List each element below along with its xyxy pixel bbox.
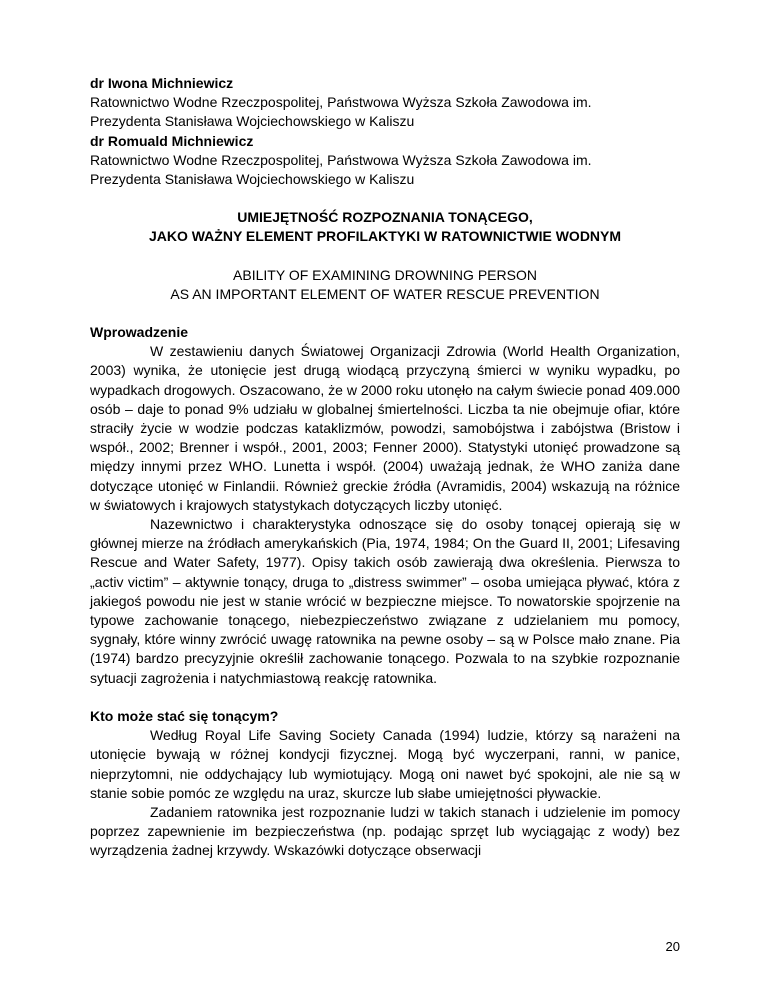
author-affiliation: Prezydenta Stanisława Wojciechowskiego w Kaliszu (90, 113, 415, 130)
page-number: 20 (665, 939, 680, 954)
author-affiliation: Ratownictwo Wodne Rzeczpospolitej, Państwowa Wyższa Szkoła Zawodowa im. (90, 151, 592, 168)
title-polish (90, 208, 680, 246)
title-english (90, 266, 680, 304)
author-affiliation: Ratownictwo Wodne Rzeczpospolitej, Państwowa Wyższa Szkoła Zawodowa im. (90, 94, 592, 111)
title-line: ABILITY OF EXAMINING DROWNING PERSON (233, 266, 537, 283)
author-affiliation: Prezydenta Stanisława Wojciechowskiego w Kaliszu (90, 171, 415, 188)
section-heading: Kto może stać się tonącym? (90, 707, 279, 724)
author-name: dr Iwona Michniewicz (90, 75, 234, 91)
body-paragraph: Według Royal Life Saving Society Canada (1994) ludzie, którzy są narażeni na utonięcie bywają w różnej kondycji fizycznej. Mogą być wyczerpani, ranni, w panice, nieprzytomni, nie oddychający lub wymiotujący. Mogą oni nawet być spokojni, ale nie są w stanie sobie pomóc ze względu na uraz, skurcze lub słabe umiejętności pływackie. (90, 727, 680, 801)
title-line: JAKO WAŻNY ELEMENT PROFILAKTYKI W RATOWNICTWIE WODNYM (148, 228, 622, 245)
title-line: AS AN IMPORTANT ELEMENT OF WATER RESCUE PREVENTION (170, 285, 600, 302)
author-name: dr Romuald Michniewicz (90, 132, 254, 149)
author-block-2 (90, 132, 680, 190)
author-block-1 (90, 74, 680, 132)
body-paragraph: W zestawieniu danych Światowej Organizacji Zdrowia (World Health Organization, 2003) wynika, że utonięcie jest drugą wiodącą przyczyną śmierci w wyniku wypadku, po wypadkach drogowych. Oszacowano, że w 2000 roku utonęło na całym świecie ponad 409.000 osób – daje to ponad 9% udziału w globalnej śmiertelności. Liczba ta nie obejmuje ofiar, które straciły życie w wodzie podczas kataklizmów, powodzi, samobójstwa i zabójstwa (Bristow i współ., 2002; Brenner i współ., 2001, 2003; Fenner 2000). Statystyki utonięć prowadzone są między innymi przez WHO. Lunetta i współ. (2004) uważają jednak, że WHO zaniża dane dotyczące utonięć w Finlandii. Również greckie źródła (Avramidis, 2004) wskazują na różnice w światowych i krajowych statystykach dotyczących liczby utonięć. (90, 343, 680, 513)
body-paragraph: Zadaniem ratownika jest rozpoznanie ludzi w takich stanach i udzielenie im pomocy poprzez zapewnienie im bezpieczeństwa (np. podając sprzęt lub wyciągając z wody) bez wyrządzenia żadnej krzywdy. Wskazówki dotyczące obserwacji (90, 803, 680, 859)
document-page (90, 74, 680, 861)
section-heading: Wprowadzenie (90, 324, 189, 341)
title-line: UMIEJĘTNOŚĆ ROZPOZNANIA TONĄCEGO, (237, 209, 533, 226)
body-paragraph: Nazewnictwo i charakterystyka odnoszące się do osoby tonącej opierają się w głównej mierze na źródłach amerykańskich (Pia, 1974, 1984; On the Guard II, 2001; Lifesaving Rescue and Water Safety, 1977). Opisy takich osób zawierają dwa określenia. Pierwsza to „activ victim” – aktywnie tonący, druga to „distress swimmer” – osoba umiejąca pływać, która z jakiegoś powodu nie jest w stanie wrócić w bezpieczne miejsce. To nowatorskie spojrzenie na typowe zachowanie tonącego, niebezpieczeństwo związane z udzielaniem mu pomocy, sygnały, które winny zwrócić uwagę ratownika na pewne osoby – są w Polsce mało znane. Pia (1974) bardzo precyzyjnie określił zachowanie tonącego. Pozwala to na szybkie rozpoznanie sytuacji zagrożenia i natychmiastową reakcję ratownika. (90, 516, 680, 686)
